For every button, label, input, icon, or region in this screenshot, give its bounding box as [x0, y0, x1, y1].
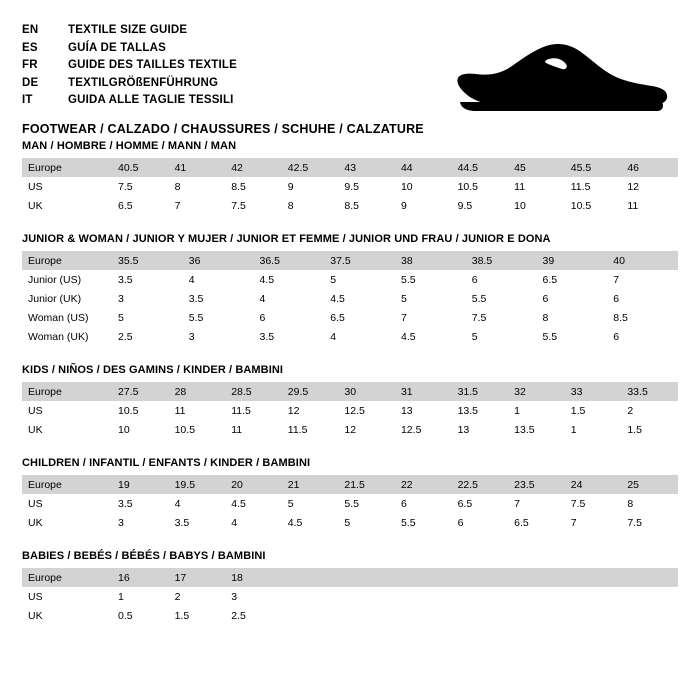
size-cell: 40: [607, 251, 678, 270]
row-label: Europe: [22, 158, 112, 177]
size-cell: 35.5: [112, 251, 183, 270]
size-cell: 12.5: [338, 401, 395, 420]
table-row: [22, 475, 678, 494]
size-cell: 27.5: [112, 382, 169, 401]
size-cell: 2.5: [112, 327, 183, 346]
size-cell: 6.5: [537, 270, 608, 289]
size-cell: [621, 587, 678, 606]
size-cell: 6: [607, 289, 678, 308]
table-row: [22, 420, 678, 439]
size-cell: 8.5: [338, 196, 395, 215]
size-cell: 3: [112, 289, 183, 308]
size-cell: 4.5: [254, 270, 325, 289]
language-code: EN: [22, 24, 39, 36]
size-cell: 6: [452, 513, 509, 532]
size-cell: 25: [621, 475, 678, 494]
row-label: US: [22, 177, 112, 196]
size-section: [22, 550, 678, 625]
size-cell: 6.5: [452, 494, 509, 513]
size-cell: 3: [225, 587, 282, 606]
document-header: [22, 22, 678, 136]
size-cell: [282, 606, 339, 625]
size-cell: [282, 587, 339, 606]
size-cell: 6.5: [508, 513, 565, 532]
size-cell: 7.5: [225, 196, 282, 215]
row-label: Europe: [22, 382, 112, 401]
size-cell: 11: [169, 401, 226, 420]
row-label: Woman (UK): [22, 327, 112, 346]
size-cell: 10: [112, 420, 169, 439]
size-table: [22, 251, 678, 346]
size-cell: 36: [183, 251, 254, 270]
size-cell: 7: [508, 494, 565, 513]
row-label: US: [22, 494, 112, 513]
size-cell: 4: [254, 289, 325, 308]
size-cell: 13.5: [508, 420, 565, 439]
language-row: [22, 92, 237, 110]
size-cell: 5.5: [183, 308, 254, 327]
size-cell: 8: [621, 494, 678, 513]
size-sections: [22, 140, 678, 625]
size-table: [22, 382, 678, 439]
size-cell: 10: [508, 196, 565, 215]
size-cell: 33.5: [621, 382, 678, 401]
size-cell: [395, 606, 452, 625]
size-cell: 5: [112, 308, 183, 327]
size-cell: 6.5: [324, 308, 395, 327]
size-cell: 4.5: [395, 327, 466, 346]
size-cell: 0.5: [112, 606, 169, 625]
size-cell: 45: [508, 158, 565, 177]
size-cell: 10.5: [112, 401, 169, 420]
table-row: [22, 196, 678, 215]
size-section: [22, 233, 678, 346]
size-cell: 19: [112, 475, 169, 494]
size-cell: 11: [225, 420, 282, 439]
language-row: [22, 40, 237, 58]
size-cell: 13: [395, 401, 452, 420]
size-cell: [395, 587, 452, 606]
size-cell: 16: [112, 568, 169, 587]
size-cell: 6: [254, 308, 325, 327]
size-cell: 6: [466, 270, 537, 289]
row-label: US: [22, 587, 112, 606]
size-cell: 1: [565, 420, 622, 439]
row-label: UK: [22, 606, 112, 625]
language-code: ES: [22, 41, 38, 54]
size-cell: 24: [565, 475, 622, 494]
size-cell: 10.5: [169, 420, 226, 439]
size-cell: 8.5: [225, 177, 282, 196]
language-row: [22, 22, 237, 40]
size-cell: 1.5: [565, 401, 622, 420]
size-cell: 3.5: [112, 270, 183, 289]
size-cell: 10.5: [565, 196, 622, 215]
size-cell: 37.5: [324, 251, 395, 270]
size-cell: [452, 606, 509, 625]
size-cell: 3.5: [183, 289, 254, 308]
size-cell: 38: [395, 251, 466, 270]
section-title: MAN / HOMBRE / HOMME / MANN / MAN: [22, 140, 237, 152]
row-label: Europe: [22, 475, 112, 494]
size-cell: 8: [169, 177, 226, 196]
size-table: [22, 475, 678, 532]
size-cell: 1: [508, 401, 565, 420]
size-table: [22, 568, 678, 625]
language-title: TEXTILGRÖßENFÜHRUNG: [68, 76, 219, 89]
size-cell: 19.5: [169, 475, 226, 494]
size-cell: [621, 606, 678, 625]
language-title: GUIDA ALLE TAGLIE TESSILI: [68, 94, 234, 106]
row-label: UK: [22, 196, 112, 215]
table-row: [22, 327, 678, 346]
size-cell: 21.5: [338, 475, 395, 494]
size-cell: 44: [395, 158, 452, 177]
size-cell: 22.5: [452, 475, 509, 494]
size-cell: 8: [282, 196, 339, 215]
size-cell: 2.5: [225, 606, 282, 625]
size-cell: 10: [395, 177, 452, 196]
size-cell: 43: [338, 158, 395, 177]
size-cell: 6: [537, 289, 608, 308]
size-cell: 4.5: [282, 513, 339, 532]
table-row: [22, 270, 678, 289]
size-cell: 7: [607, 270, 678, 289]
size-cell: 8.5: [607, 308, 678, 327]
size-cell: [338, 587, 395, 606]
size-table: [22, 158, 678, 215]
language-code: IT: [22, 94, 33, 106]
table-row: [22, 382, 678, 401]
size-cell: [395, 568, 452, 587]
size-cell: 9.5: [452, 196, 509, 215]
size-cell: 11.5: [225, 401, 282, 420]
size-section: [22, 457, 678, 532]
size-cell: 38.5: [466, 251, 537, 270]
section-title: BABIES / BEBÉS / BÉBÉS / BABYS / BAMBINI: [22, 550, 266, 562]
size-cell: [452, 587, 509, 606]
size-cell: 44.5: [452, 158, 509, 177]
row-label: Europe: [22, 568, 112, 587]
size-cell: 31: [395, 382, 452, 401]
size-cell: 46: [621, 158, 678, 177]
table-row: [22, 401, 678, 420]
size-cell: 28: [169, 382, 226, 401]
row-label: UK: [22, 420, 112, 439]
language-row: [22, 57, 237, 75]
size-cell: [565, 606, 622, 625]
size-cell: 9: [282, 177, 339, 196]
language-title: TEXTILE SIZE GUIDE: [68, 24, 188, 36]
size-cell: [508, 606, 565, 625]
size-cell: 13: [452, 420, 509, 439]
language-code: FR: [22, 59, 38, 71]
size-cell: 5.5: [537, 327, 608, 346]
size-cell: 42: [225, 158, 282, 177]
size-cell: 7.5: [112, 177, 169, 196]
size-cell: [508, 568, 565, 587]
size-cell: 2: [621, 401, 678, 420]
row-label: US: [22, 401, 112, 420]
section-title: JUNIOR & WOMAN / JUNIOR Y MUJER / JUNIOR ET FEMME / JUNIOR UND FRAU / JUNIOR E DONA: [22, 233, 551, 245]
size-cell: 4.5: [324, 289, 395, 308]
table-row: [22, 308, 678, 327]
size-cell: 7.5: [621, 513, 678, 532]
size-cell: [508, 587, 565, 606]
table-row: [22, 177, 678, 196]
row-label: Europe: [22, 251, 112, 270]
language-row: [22, 75, 237, 93]
size-cell: 12: [338, 420, 395, 439]
size-cell: 6: [395, 494, 452, 513]
size-cell: 17: [169, 568, 226, 587]
size-cell: 7.5: [565, 494, 622, 513]
size-cell: 5: [324, 270, 395, 289]
size-cell: 11: [621, 196, 678, 215]
size-section: [22, 140, 678, 215]
size-cell: 3: [112, 513, 169, 532]
size-cell: 39: [537, 251, 608, 270]
size-cell: [282, 568, 339, 587]
size-cell: 1.5: [169, 606, 226, 625]
language-title-list: [22, 22, 237, 110]
size-cell: [565, 587, 622, 606]
table-row: [22, 606, 678, 625]
size-cell: 10.5: [452, 177, 509, 196]
dress-shoe-icon: [450, 40, 670, 118]
size-cell: 4: [169, 494, 226, 513]
row-label: UK: [22, 513, 112, 532]
size-cell: 4.5: [225, 494, 282, 513]
size-cell: [565, 568, 622, 587]
size-cell: [621, 568, 678, 587]
size-cell: 7: [395, 308, 466, 327]
size-cell: 3: [183, 327, 254, 346]
size-cell: 1.5: [621, 420, 678, 439]
size-cell: 45.5: [565, 158, 622, 177]
size-cell: 13.5: [452, 401, 509, 420]
table-row: [22, 158, 678, 177]
size-cell: 3.5: [254, 327, 325, 346]
size-cell: 40.5: [112, 158, 169, 177]
size-cell: 31.5: [452, 382, 509, 401]
size-cell: 18: [225, 568, 282, 587]
row-label: Junior (US): [22, 270, 112, 289]
language-code: DE: [22, 76, 39, 89]
table-row: [22, 513, 678, 532]
size-cell: 11: [508, 177, 565, 196]
row-label: Woman (US): [22, 308, 112, 327]
section-title: CHILDREN / INFANTIL / ENFANTS / KINDER / BAMBINI: [22, 457, 311, 469]
size-cell: 12: [282, 401, 339, 420]
size-section: [22, 364, 678, 439]
language-title: GUÍA DE TALLAS: [68, 41, 166, 54]
size-cell: 4: [183, 270, 254, 289]
table-row: [22, 587, 678, 606]
size-cell: 5.5: [395, 270, 466, 289]
size-cell: 41: [169, 158, 226, 177]
size-cell: 9.5: [338, 177, 395, 196]
size-cell: 2: [169, 587, 226, 606]
size-cell: 5: [395, 289, 466, 308]
size-cell: 11.5: [565, 177, 622, 196]
size-cell: 6.5: [112, 196, 169, 215]
size-cell: 5: [338, 513, 395, 532]
size-cell: 3.5: [169, 513, 226, 532]
size-cell: 21: [282, 475, 339, 494]
size-cell: 8: [537, 308, 608, 327]
language-title: GUIDE DES TAILLES TEXTILE: [68, 59, 237, 71]
size-cell: 5.5: [395, 513, 452, 532]
size-cell: 20: [225, 475, 282, 494]
size-cell: 32: [508, 382, 565, 401]
size-cell: 33: [565, 382, 622, 401]
table-row: [22, 289, 678, 308]
size-cell: 3.5: [112, 494, 169, 513]
size-cell: 28.5: [225, 382, 282, 401]
size-cell: 29.5: [282, 382, 339, 401]
size-cell: 12: [621, 177, 678, 196]
size-cell: 4: [324, 327, 395, 346]
size-cell: [338, 568, 395, 587]
section-title: KIDS / NIÑOS / DES GAMINS / KINDER / BAMBINI: [22, 364, 284, 376]
size-cell: 1: [112, 587, 169, 606]
size-cell: 7: [169, 196, 226, 215]
size-cell: 4: [225, 513, 282, 532]
size-cell: 11.5: [282, 420, 339, 439]
size-cell: 5.5: [338, 494, 395, 513]
size-cell: 22: [395, 475, 452, 494]
size-cell: 30: [338, 382, 395, 401]
size-cell: 36.5: [254, 251, 325, 270]
size-cell: 9: [395, 196, 452, 215]
size-cell: 5: [282, 494, 339, 513]
size-cell: [452, 568, 509, 587]
table-row: [22, 568, 678, 587]
size-cell: 5: [466, 327, 537, 346]
size-cell: 7: [565, 513, 622, 532]
size-cell: [338, 606, 395, 625]
table-row: [22, 494, 678, 513]
category-line: FOOTWEAR / CALZADO / CHAUSSURES / SCHUHE / CALZATURE: [22, 121, 424, 136]
size-cell: 6: [607, 327, 678, 346]
table-row: [22, 251, 678, 270]
size-cell: 42.5: [282, 158, 339, 177]
size-cell: 5.5: [466, 289, 537, 308]
size-cell: 12.5: [395, 420, 452, 439]
size-cell: 23.5: [508, 475, 565, 494]
row-label: Junior (UK): [22, 289, 112, 308]
size-cell: 7.5: [466, 308, 537, 327]
